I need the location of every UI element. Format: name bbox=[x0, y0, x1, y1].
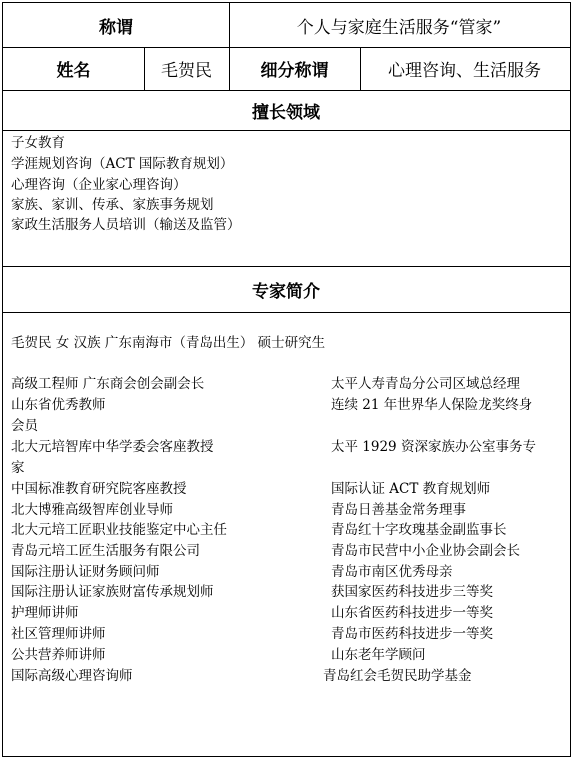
profile-table bbox=[2, 2, 571, 757]
expertise-item: 家族、家训、传承、家族事务规划 bbox=[11, 197, 214, 213]
credential-left: 北大元培智库中华学委会客座教授 bbox=[11, 439, 214, 455]
name-label: 姓名 bbox=[56, 61, 91, 81]
expertise-item: 子女教育 bbox=[11, 135, 65, 151]
row-divider bbox=[3, 130, 570, 131]
title-value: 个人与家庭生活服务“管家” bbox=[296, 17, 502, 38]
credential-right: 获国家医药科技进步三等奖 bbox=[331, 584, 493, 600]
credential-left: 山东省优秀教师 bbox=[11, 397, 106, 413]
credential-right: 青岛市医药科技进步一等奖 bbox=[331, 626, 493, 642]
credential-left: 公共营养师讲师 bbox=[11, 647, 106, 663]
credential-left: 国际注册认证家族财富传承规划师 bbox=[11, 584, 214, 600]
credential-right: 太平人寿青岛分公司区域总经理 bbox=[331, 376, 520, 392]
credential-left: 高级工程师 广东商会创会副会长 bbox=[11, 376, 205, 392]
expertise-item: 心理咨询（企业家心理咨询） bbox=[11, 177, 187, 193]
credential-left: 家 bbox=[11, 460, 25, 476]
title-label: 称谓 bbox=[99, 17, 133, 38]
credential-right: 青岛市民营中小企业协会副会长 bbox=[331, 543, 520, 559]
credential-right: 青岛红会毛贺民助学基金 bbox=[323, 668, 472, 684]
name-value: 毛贺民 bbox=[161, 61, 212, 81]
credential-left: 社区管理师讲师 bbox=[11, 626, 106, 642]
credential-right: 青岛日善基金常务理事 bbox=[331, 502, 466, 518]
sub-title-label: 细分称谓 bbox=[260, 61, 329, 81]
profile-heading: 专家简介 bbox=[252, 281, 320, 302]
credential-right: 青岛市南区优秀母亲 bbox=[331, 564, 453, 580]
credential-left: 国际注册认证财务顾问师 bbox=[11, 564, 160, 580]
expertise-item: 家政生活服务人员培训（输送及监管） bbox=[11, 217, 241, 233]
credential-left: 北大元培工匠职业技能鉴定中心主任 bbox=[11, 522, 227, 538]
credential-left: 青岛元培工匠生活服务有限公司 bbox=[11, 543, 200, 559]
credential-right: 山东老年学顾问 bbox=[331, 647, 426, 663]
credential-left: 会员 bbox=[11, 418, 38, 434]
expertise-item: 学涯规划咨询（ACT 国际教育规划） bbox=[11, 156, 234, 172]
expertise-heading: 擅长领域 bbox=[252, 102, 320, 123]
credential-left: 护理师讲师 bbox=[11, 605, 79, 621]
credential-right: 山东省医药科技进步一等奖 bbox=[331, 605, 493, 621]
row-divider bbox=[3, 312, 570, 313]
credential-left: 国际高级心理咨询师 bbox=[11, 668, 133, 684]
credential-right: 国际认证 ACT 教育规划师 bbox=[331, 481, 491, 497]
credential-right: 太平 1929 资深家族办公室事务专 bbox=[331, 439, 536, 455]
credential-left: 北大博雅高级智库创业导师 bbox=[11, 502, 173, 518]
sub-title-value: 心理咨询、生活服务 bbox=[388, 61, 541, 81]
credential-right: 青岛红十字玫瑰基金副监事长 bbox=[331, 522, 507, 538]
credential-right: 连续 21 年世界华人保险龙奖终身 bbox=[331, 397, 533, 413]
profile-summary: 毛贺民 女 汉族 广东南海市（青岛出生） 硕士研究生 bbox=[11, 335, 326, 351]
credential-left: 中国标准教育研究院客座教授 bbox=[11, 481, 187, 497]
